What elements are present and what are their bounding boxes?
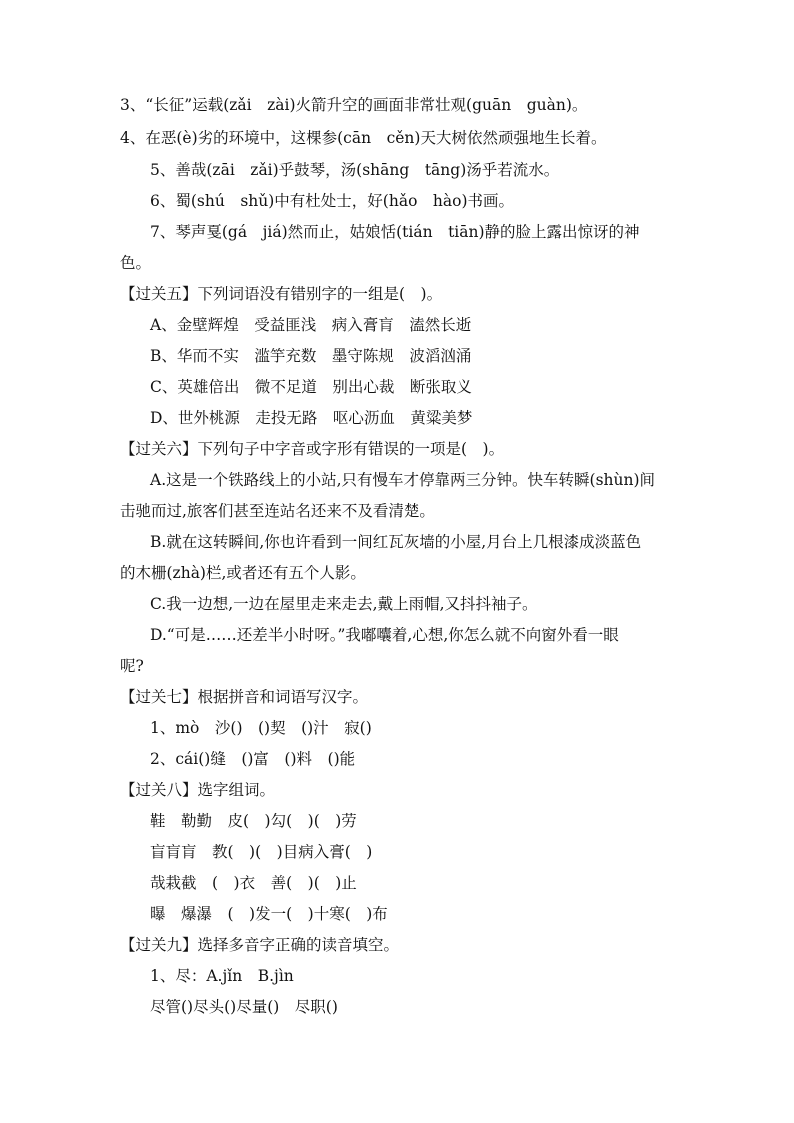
- sentence-a-continued: 击驰而过,旅客们甚至连站名还来不及看清楚。: [120, 502, 435, 520]
- pinyin-item-1: 1、mò 沙() ()契 ()汁 寂(): [150, 719, 372, 737]
- section-9-heading: 【过关九】选择多音字正确的读音填空。: [120, 936, 400, 954]
- polyphone-item-1: 1、尽：A.jǐn B.jìn: [150, 967, 294, 985]
- pinyin-item-2: 2、cái()缝 ()富 ()料 ()能: [150, 750, 356, 768]
- sentence-a: A.这是一个铁路线上的小站,只有慢车才停靠两三分钟。快车转瞬(shùn)间: [150, 471, 656, 489]
- question-4: 4、在恶(è)劣的环境中，这棵参(cān cěn)天大树依然顽强地生长着。: [120, 129, 607, 147]
- option-c: C、英雄倍出 微不足道 别出心裁 断张取义: [150, 378, 472, 396]
- question-5: 5、善哉(zāi zǎi)乎鼓琴，汤(shāng tāng)汤乎若流水。: [150, 161, 560, 179]
- section-7-heading: 【过关七】根据拼音和词语写汉字。: [120, 688, 369, 706]
- word-group-2: 盲肓肓 教( )( )目病入膏( ): [150, 843, 373, 861]
- sentence-c: C.我一边想,一边在屋里走来走去,戴上雨帽,又抖抖袖子。: [150, 595, 538, 613]
- sentence-b: B.就在这转瞬间,你也许看到一间红瓦灰墙的小屋,月台上几根漆成淡蓝色: [150, 533, 642, 551]
- polyphone-words: 尽管()尽头()尽量() 尽职(): [150, 998, 338, 1016]
- option-b: B、华而不实 滥竽充数 墨守陈规 波滔汹涌: [150, 347, 472, 365]
- sentence-d-continued: 呢?: [120, 657, 144, 675]
- option-d: D、世外桃源 走投无路 呕心沥血 黄粱美梦: [150, 409, 473, 427]
- sentence-b-continued: 的木栅(zhà)栏,或者还有五个人影。: [120, 564, 366, 582]
- word-group-1: 鞋 勒勤 皮( )勾( )( )劳: [150, 812, 357, 830]
- word-group-3: 哉栽截 ( )衣 善( )( )止: [150, 874, 357, 892]
- section-5-heading: 【过关五】下列词语没有错别字的一组是( )。: [120, 285, 443, 303]
- question-3: 3、“长征”运载(zǎi zài)火箭升空的画面非常壮观(guān guàn)。: [120, 96, 588, 114]
- question-7-continued: 色。: [120, 254, 152, 272]
- section-6-heading: 【过关六】下列句子中字音或字形有错误的一项是( )。: [120, 440, 505, 458]
- option-a: A、金壁辉煌 受益匪浅 病入膏肓 溘然长逝: [150, 316, 472, 334]
- question-6: 6、蜀(shú shǔ)中有杜处士，好(hǎo hào)书画。: [150, 192, 515, 210]
- word-group-4: 曝 爆瀑 ( )发一( )十寒( )布: [150, 905, 388, 923]
- question-7: 7、琴声戛(gá jiá)然而止，姑娘恬(tián tiān)静的脸上露出惊讶的神: [150, 223, 640, 241]
- sentence-d: D.“可是……还差半小时呀。”我嘟囔着,心想,你怎么就不向窗外看一眼: [150, 626, 619, 644]
- section-8-heading: 【过关八】选字组词。: [120, 781, 276, 799]
